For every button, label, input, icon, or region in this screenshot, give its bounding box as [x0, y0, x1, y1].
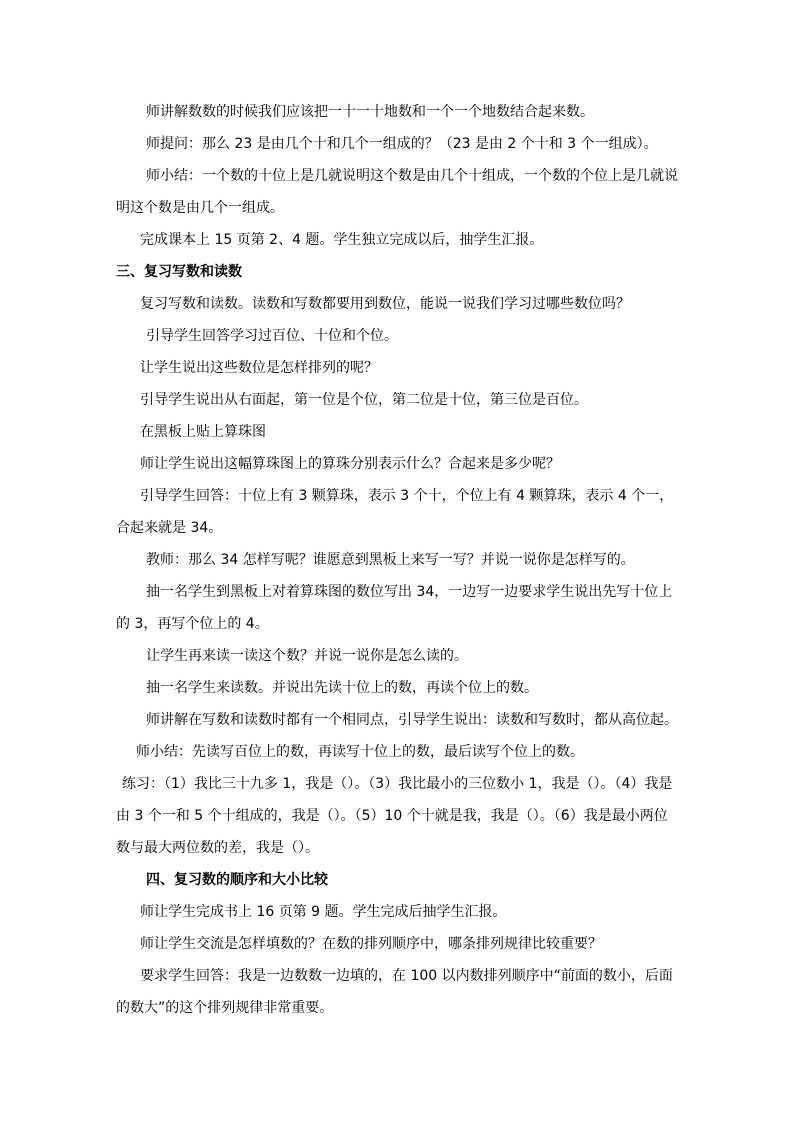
- paragraph: 完成课本上 15 页第 2、4 题。学生独立完成以后，抽学生汇报。: [140, 232, 544, 248]
- paragraph: 让学生再来读一读这个数？并说一说你是怎么读的。: [146, 648, 468, 664]
- paragraph: 引导学生回答学习过百位、十位和个位。: [146, 328, 398, 344]
- paragraph: 师让学生交流是怎样填数的？在数的排列顺序中，哪条排列规律比较重要？: [140, 936, 602, 952]
- paragraph: 师讲解数数的时候我们应该把一十一十地数和一个一个地数结合起来数。: [146, 104, 594, 120]
- section-heading: 四、复习数的顺序和大小比较: [146, 872, 328, 888]
- paragraph: 要求学生回答：我是一边数数一边填的，在 100 以内数排列顺序中“前面的数小，后面的数大”的这个排列规律非常重要。: [116, 968, 673, 1016]
- paragraph: 在黑板上贴上算珠图: [140, 424, 266, 440]
- paragraph: 师让学生说出这幅算珠图上的算珠分别表示什么？合起来是多少呢？: [140, 456, 560, 472]
- paragraph: 练习：（1）我比三十九多 1，我是（）。（3）我比最小的三位数小 1，我是（）。（4）我是由 3 个一和 5 个十组成的，我是（）。（5）10 个十就是我，我是（）。（6）我是最小两位数与最大两位数的差，我是（）。: [116, 776, 673, 856]
- paragraph: 教师：那么 34 怎样写呢？谁愿意到黑板上来写一写？并说一说你是怎样写的。: [146, 552, 635, 568]
- paragraph: 师提问：那么 23 是由几个十和几个一组成的？（23 是由 2 个十和 3 个一组成）。: [146, 136, 658, 152]
- paragraph: 抽一名学生到黑板上对着算珠图的数位写出 34，一边写一边要求学生说出先写十位上的 3，再写个位上的 4。: [116, 584, 673, 632]
- section-heading: 三、复习写数和读数: [116, 264, 242, 280]
- paragraph: 让学生说出这些数位是怎样排列的呢？: [140, 360, 378, 376]
- paragraph: 抽一名学生来读数。并说出先读十位上的数，再读个位上的数。: [146, 680, 538, 696]
- paragraph: 师小结：先读写百位上的数，再读写十位上的数，最后读写个位上的数。: [136, 744, 584, 760]
- paragraph: 师让学生完成书上 16 页第 9 题。学生完成后抽学生汇报。: [140, 904, 507, 920]
- paragraph: 师小结：一个数的十位上是几就说明这个数是由几个十组成，一个数的个位上是几就说明这个数是由几个一组成。: [116, 168, 678, 216]
- paragraph: 师讲解在写数和读数时都有一个相同点，引导学生说出：读数和写数时，都从高位起。: [146, 712, 678, 728]
- paragraph: 引导学生说出从右面起，第一位是个位，第二位是十位，第三位是百位。: [140, 392, 588, 408]
- paragraph: 引导学生回答：十位上有 3 颗算珠，表示 3 个十，个位上有 4 颗算珠，表示 4 个一，合起来就是 34。: [116, 488, 674, 536]
- paragraph: 复习写数和读数。读数和写数都要用到数位，能说一说我们学习过哪些数位吗？: [140, 296, 630, 312]
- document-body: [116, 96, 680, 1024]
